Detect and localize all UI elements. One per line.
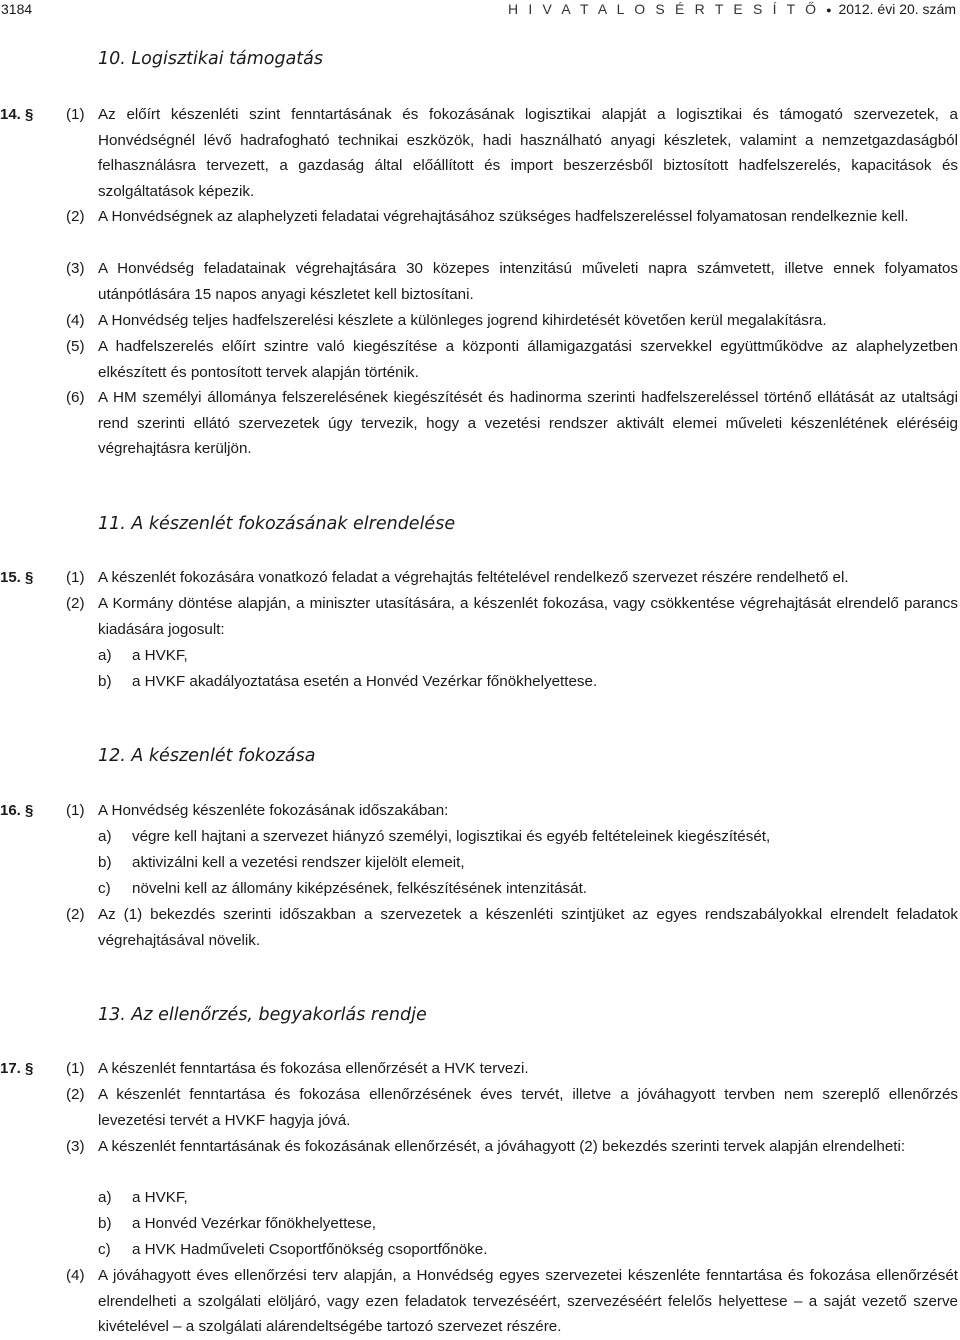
paragraph xyxy=(66,334,958,385)
paragraph-text: A készenlét fenntartása és fokozása ellenőrzésének éves tervét, illetve a jóváhagyott tervben nem szereplő ellenőrzés levezetési tervét a HVKF hagyja jóvá. xyxy=(98,1086,958,1129)
paragraph-number: (1) xyxy=(66,1060,85,1077)
list-item-text: a Honvéd Vezérkar főnökhelyettese, xyxy=(132,1215,376,1232)
paragraph xyxy=(66,308,958,334)
paragraph-text: A Honvédségnek az alaphelyzeti feladatai végrehajtásához szükséges hadfelszereléssel folyamatosan rendelkeznie kell. xyxy=(98,208,909,225)
list-item-label: b) xyxy=(98,1215,112,1232)
paragraph-text: A Honvédség teljes hadfelszerelési készlete a különleges jogrend kihirdetését követően kerül megalakításra. xyxy=(98,312,827,329)
paragraph-text: A készenlét fokozására vonatkozó feladat a végrehajtás feltételével rendelkező szervezet részére rendelhető el. xyxy=(98,569,849,586)
section-title: 13. Az ellenőrzés, begyakorlás rendje xyxy=(98,1005,427,1025)
section-number: 16. § xyxy=(0,802,34,819)
paragraph-number: (2) xyxy=(66,595,85,612)
section-number: 15. § xyxy=(0,569,34,586)
publication-title: H I V A T A L O S É R T E S Í T Ő xyxy=(507,1,820,17)
paragraph-number: (2) xyxy=(66,1086,85,1103)
list-item-text: aktivizálni kell a vezetési rendszer kijelölt elemeit, xyxy=(132,854,465,871)
list-item-text: a HVKF akadályoztatása esetén a Honvéd Vezérkar főnökhelyettese. xyxy=(132,673,598,690)
paragraph xyxy=(66,1134,958,1160)
paragraph-text: A készenlét fenntartásának és fokozásának ellenőrzését, a jóváhagyott (2) bekezdés szerinti tervek alapján elrendelheti: xyxy=(98,1138,906,1155)
paragraph-text: Az előírt készenléti szint fenntartásának és fokozásának logisztikai alapját a logisztikai és támogató szervezetek, a Honvédségnél lévő hadrafogható technikai eszközök, hadi használható anyagi készletek, valamint a nemzetgazdaságból felhasználásra tervezett, a gazdaság által előállított és import beszerzésből biztosított hadfelszerelés, kapacitások és szolgáltatások képezik. xyxy=(98,106,958,200)
list-item-text: a HVKF, xyxy=(132,647,188,664)
paragraph-text: A jóváhagyott éves ellenőrzési terv alapján, a Honvédség egyes szervezetei készenléte fenntartása és fokozása ellenőrzését elrendelheti a szolgálati elöljáró, vagy ezen feladatok tervezéséért, szervezéséért felelős helyettese – a saját vezető szerve kivételével – a szolgálati alárendeltségébe tartozó szervezet részére. xyxy=(98,1267,958,1336)
section-title: 12. A készenlét fokozása xyxy=(98,746,316,766)
paragraph-text: A Honvédség feladatainak végrehajtására 30 közepes intenzitású műveleti napra számvetett, illetve ennek folyamatos utánpótlására 15 napos anyagi készletet kell biztosítani. xyxy=(98,260,958,303)
paragraph xyxy=(66,798,958,824)
paragraph xyxy=(66,1263,958,1340)
page-number: 3184 xyxy=(1,1,33,17)
list-item-text: a HVK Hadműveleti Csoportfőnökség csoportfőnöke. xyxy=(132,1241,488,1258)
issue-label: 2012. évi 20. szám xyxy=(838,1,956,17)
list-item-label: a) xyxy=(98,647,112,664)
list-item-text: növelni kell az állomány kiképzésének, felkészítésének intenzitását. xyxy=(132,880,588,897)
list-item-label: b) xyxy=(98,673,112,690)
paragraph xyxy=(66,565,958,591)
paragraph xyxy=(66,591,958,642)
paragraph-number: (1) xyxy=(66,569,85,586)
paragraph xyxy=(66,1056,958,1082)
paragraph-text: A hadfelszerelés előírt szintre való kiegészítése a központi államigazgatási szervekkel együttműködve az alaphelyzetben elkészített és pontosított tervek alapján történik. xyxy=(98,338,958,381)
section-title: 10. Logisztikai támogatás xyxy=(98,49,324,69)
paragraph xyxy=(66,256,958,307)
list-item-label: c) xyxy=(98,880,111,897)
list-item-label: a) xyxy=(98,1189,112,1206)
paragraph-number: (2) xyxy=(66,906,85,923)
page-header xyxy=(0,0,958,20)
list-item-label: b) xyxy=(98,854,112,871)
paragraph-number: (3) xyxy=(66,260,85,277)
paragraph-text: A HM személyi állománya felszerelésének kiegészítését és hadinorma szerinti hadfelszereléssel történő ellátását az utaltsági rend szerinti ellátó szervezetek úgy tervezik, hogy a vezetési rendszer aktivált elemei műveleti készenlétének eléréséig végrehajtásra kerüljön. xyxy=(98,389,958,458)
paragraph xyxy=(66,902,958,953)
section-title: 11. A készenlét fokozásának elrendelése xyxy=(98,514,456,534)
paragraph-text: A készenlét fenntartása és fokozása ellenőrzését a HVK tervezi. xyxy=(98,1060,529,1077)
paragraph-text: Az (1) bekezdés szerinti időszakban a szervezetek a készenléti szintjüket az egyes rendszabályokkal elrendelt feladatok végrehajtásával növelik. xyxy=(98,906,958,949)
paragraph-number: (1) xyxy=(66,106,85,123)
paragraph-number: (1) xyxy=(66,802,85,819)
paragraph-text: A Kormány döntése alapján, a miniszter utasítására, a készenlét fokozása, vagy csökkentése végrehajtását elrendelő parancs kiadására jogosult: xyxy=(98,595,958,638)
list-item-text: végre kell hajtani a szervezet hiányzó személyi, logisztikai és egyéb feltételeinek kiegészítését, xyxy=(132,828,771,845)
section-number: 17. § xyxy=(0,1060,34,1077)
paragraph-number: (3) xyxy=(66,1138,85,1155)
paragraph-number: (4) xyxy=(66,1267,85,1284)
paragraph-text: A Honvédség készenléte fokozásának időszakában: xyxy=(98,802,449,819)
list-item-label: c) xyxy=(98,1241,111,1258)
separator-dot: ● xyxy=(826,5,832,15)
paragraph-number: (4) xyxy=(66,312,85,329)
paragraph-number: (5) xyxy=(66,338,85,355)
paragraph xyxy=(66,204,958,230)
paragraph xyxy=(66,385,958,462)
paragraph xyxy=(66,102,958,204)
paragraph xyxy=(66,1082,958,1133)
paragraph-number: (6) xyxy=(66,389,85,406)
running-head xyxy=(508,1,956,18)
section-number: 14. § xyxy=(0,106,34,123)
list-item-label: a) xyxy=(98,828,112,845)
list-item-text: a HVKF, xyxy=(132,1189,188,1206)
paragraph-number: (2) xyxy=(66,208,85,225)
